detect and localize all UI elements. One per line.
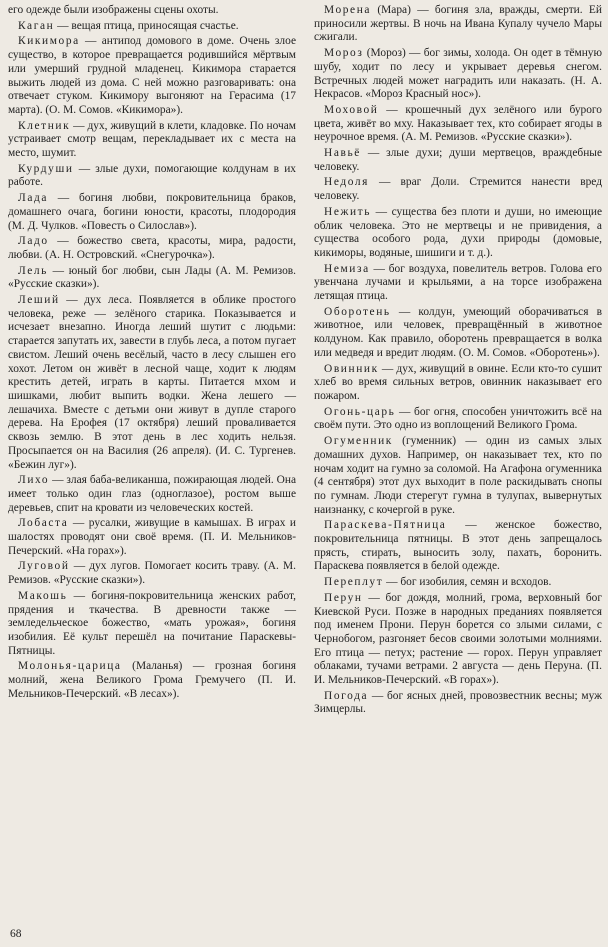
- entry-term: Лада: [18, 192, 49, 205]
- entry-term: Овинник: [324, 362, 379, 375]
- dictionary-entry: [314, 47, 602, 102]
- dictionary-entry: [314, 104, 602, 145]
- entry-term: Моховой: [324, 103, 379, 116]
- dictionary-entry: [314, 4, 602, 45]
- entry-definition: (Мороз) — бог зимы, холода. Он одет в тёмную шубу, ходит по лесу и укрывает деревья снегом. Встречных людей может наградить или наказать. (Н. А. Некрасов. «Мороз Красный нос»).: [314, 47, 602, 101]
- dictionary-entry: [8, 560, 296, 587]
- entry-term: Немиза: [324, 262, 370, 275]
- entry-definition: — злая баба-великанша, пожирающая людей. Она имеет только один глаз (одноглазое), ростом выше деревьев, спит на кровати из человеческих костей.: [8, 474, 296, 514]
- dictionary-entry: [314, 592, 602, 688]
- entry-definition: — дух леса. Появляется в облике простого человека, реже — зелёного старика. Показывается и исчезает внезапно. Иногда леший шутит с людьми: старается запутать их, завести в глубь леса, а потом пугает свистом. Леший очень весёлый, часто в лесу слышен его хохот. Летом он живёт в лесной чаще, ходит к людям крестить детей, играть в карты. Питается мхом и шишками, любит выпить водки. Жена лешего — лешачиха. Вместе с детьми они живут в дупле старого дерева. На Ерофея (17 октября) леший проваливается сквозь землю. В этот день в лес ходить нельзя. Просыпается он на Василия (26 апреля). (И. С. Тургенев. «Бежин луг»).: [8, 294, 296, 471]
- entry-term: Перун: [324, 591, 363, 604]
- entry-definition: его одежде были изображены сцены охоты.: [8, 4, 219, 16]
- entry-definition: — крошечный дух зелёного или бурого цвета, живёт во мху. Наказывает тех, кто собирает ягоды в неурочное время. (А. М. Ремизов. «Русские сказки»).: [314, 103, 602, 144]
- entry-definition: — колдун, умеющий оборачиваться в животное, или человек, превращённый в животное колдуном. Как правило, оборотень превращается в волка или медведя и вредит людям. (О. М. Сомов. «Оборотень»).: [314, 305, 602, 359]
- entry-term: Лобаста: [18, 517, 69, 530]
- dictionary-entry: [314, 690, 602, 717]
- entry-term: Макошь: [18, 589, 68, 602]
- entry-term: Лихо: [18, 474, 50, 487]
- entry-term: Каган: [18, 19, 55, 32]
- entry-definition: — существа без плоти и души, но имеющие облик человека. Это не мертвецы и не привидения, а существа особого рода, духи природы (домовые, кикиморы, водяные, шишиги и т. д.).: [314, 205, 602, 259]
- entry-term: Молонья-царица: [18, 660, 122, 673]
- entry-term: Луговой: [18, 560, 70, 573]
- entry-definition: — богиня любви, покровительница браков, домашнего очага, богини юности, красоты, плодородия (М. Д. Чулков. «Повесть о Силослав»).: [8, 192, 296, 232]
- page-number: 68: [10, 928, 22, 940]
- entry-definition: (Мара) — богиня зла, вражды, смерти. Ей приносили жертвы. В ночь на Ивана Купалу чучело Мары сжигали.: [314, 4, 602, 44]
- entry-definition: — бог воздуха, повелитель ветров. Голова его увенчана лучами и крыльями, а на торсе изображена летящая птица.: [314, 262, 602, 303]
- dictionary-entry: [314, 519, 602, 574]
- entry-term: Лель: [18, 264, 48, 277]
- entry-term: Погода: [324, 689, 369, 702]
- dictionary-entry: [314, 147, 602, 174]
- entry-term: Леший: [18, 294, 60, 307]
- dictionary-entry: [8, 163, 296, 190]
- entry-term: Морена: [324, 4, 372, 16]
- entry-definition: — злые духи, помогающие колдунам в их работе.: [8, 162, 296, 189]
- dictionary-entry: [8, 590, 296, 659]
- entry-definition: — дух, живущий в овине. Если кто-то сушит хлеб во время сильных ветров, овинник наказывает его пожаром.: [314, 362, 602, 402]
- dictionary-entry: [314, 206, 602, 261]
- entry-definition: — юный бог любви, сын Лады (А. М. Ремизов. «Русские сказки»).: [8, 264, 296, 291]
- dictionary-entry: [314, 576, 602, 590]
- dictionary-entry: [8, 20, 296, 34]
- entry-definition: — бог огня, способен уничтожить всё на своём пути. Это одно из воплощений Великого Грома.: [314, 405, 602, 432]
- entry-term: Огонь-царь: [324, 405, 396, 418]
- entry-definition: — женское божество, покровительница пятницы. В этот день запрещалось прясть, стирать, выносить золу, пахать, боронить. Параскева появляется в белой одежде.: [314, 519, 602, 573]
- entry-definition: — антипод домового в доме. Очень злое существо, в которое превращается родившийся мёртвым или умерший грудной младенец. Кикимора старается выжить людей из дома. С ней можно разговаривать: она отвечает стуком. Кикимору выгоняют на Герасима (17 марта). (О. М. Сомов. «Кикимора»).: [8, 35, 296, 116]
- dictionary-entry: [314, 263, 602, 304]
- entry-term: Параскева-Пятница: [324, 519, 447, 532]
- dictionary-entry: [314, 406, 602, 433]
- entry-term: Курдуши: [18, 162, 74, 175]
- dictionary-entry: [8, 4, 296, 18]
- dictionary-entry: [8, 517, 296, 558]
- entry-term: Оборотень: [324, 305, 391, 318]
- dictionary-entry: [8, 192, 296, 233]
- entry-term: Нежить: [324, 205, 372, 218]
- entry-definition: (гуменник) — один из самых злых домашних духов. Например, он наказывает тех, кто по ночам ходит на гумно за соломой. На Агафона огуменника (4 сентября) этот дух выходит в поле раскидывать снопы по гумнам. Люди стерегут гумна в тулупах, вывернутых наизнанку, с кочергой в руке.: [314, 435, 602, 516]
- dictionary-entry: [8, 120, 296, 161]
- entry-term: Мороз: [324, 47, 364, 60]
- entry-definition: — дух лугов. Помогает косить траву. (А. М. Ремизов. «Русские сказки»).: [8, 560, 296, 587]
- entry-term: Переплут: [324, 576, 384, 589]
- dictionary-entry: [314, 306, 602, 361]
- entry-definition: — богиня-покровительница женских работ, прядения и ткачества. В древности также — земледельческое божество, «мать урожая», богиня изобилия. Её культ перешёл на почитание Параскевы-Пятницы.: [8, 589, 296, 657]
- entry-definition: (Маланья) — грозная богиня молний, жена Великого Грома Гремучего (П. И. Мельников-Печерский. «В лесах»).: [8, 660, 296, 700]
- entry-definition: — бог ясных дней, провозвестник весны; муж Зимцерлы.: [314, 689, 602, 716]
- entry-definition: — вещая птица, приносящая счастье.: [54, 19, 239, 32]
- dictionary-entry: [8, 235, 296, 262]
- dictionary-entry: [314, 176, 602, 203]
- entry-definition: — бог изобилия, семян и всходов.: [383, 576, 552, 589]
- dictionary-entry: [8, 294, 296, 472]
- entry-definition: — дух, живущий в клети, кладовке. По ночам устраивает смотр вещам, перекладывает их с места на место, шумит.: [8, 119, 296, 160]
- entry-term: Недоля: [324, 176, 369, 189]
- entry-term: Огуменник: [324, 435, 393, 448]
- dictionary-entry: [8, 35, 296, 117]
- dictionary-entry: [314, 363, 602, 404]
- left-column: [8, 4, 296, 703]
- entry-term: Кикимора: [18, 35, 80, 48]
- dictionary-entry: [8, 474, 296, 515]
- entry-definition: — враг Доли. Стремится нанести вред человеку.: [314, 176, 602, 203]
- entry-definition: — русалки, живущие в камышах. В играх и шалостях проводят они своё время. (П. И. Мельников-Печерский. «На горах»).: [8, 517, 296, 557]
- entry-definition: — бог дождя, молний, грома, верховный бог Киевской Руси. Позже в народных преданиях появляется под именем Прони. Перун борется со злыми силами, с Чернобогом, разгоняет бесов своими золотыми молниями. Его птица — петух; растение — горох. Перун управляет облаками, тучами ветрами. 2 августа — день Перуна. (П. И. Мельников-Печерский. «В горах»).: [314, 591, 602, 687]
- entry-term: Ладо: [18, 235, 49, 248]
- entry-definition: — злые духи; души мертвецов, враждебные человеку.: [314, 147, 602, 173]
- entry-definition: — божество света, красоты, мира, радости, любви. (А. Н. Островский. «Снегурочка»).: [8, 235, 296, 261]
- dictionary-entry: [8, 660, 296, 701]
- entry-term: Навьё: [324, 147, 361, 160]
- dictionary-entry: [314, 435, 602, 517]
- entry-term: Клетник: [18, 119, 71, 132]
- dictionary-entry: [8, 265, 296, 292]
- right-column: [314, 4, 602, 719]
